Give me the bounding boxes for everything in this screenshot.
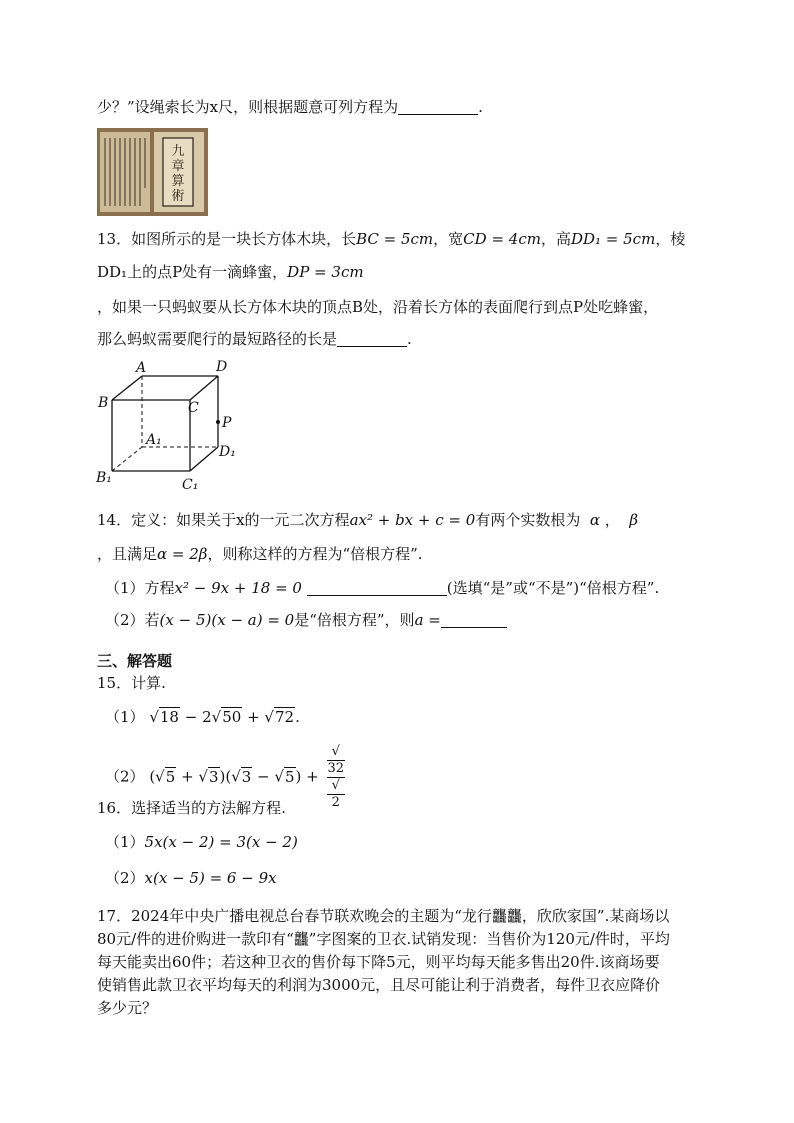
cube-label: D [216, 359, 228, 375]
fraction: √ 32 √ 2 [327, 744, 345, 810]
q13-line3: ，如果一只蚂蚁要从长方体木块的顶点B处，沿着长方体的表面爬行到点P处吃蜂蜜， [97, 298, 659, 316]
answer-blank[interactable] [398, 98, 478, 115]
cube-label: D₁ [219, 444, 236, 460]
answer-blank[interactable] [337, 330, 407, 347]
svg-text:章: 章 [171, 159, 185, 174]
svg-text:九: 九 [171, 144, 185, 159]
q15-title: 15．计算. [97, 674, 166, 692]
q13-line4: 那么蚂蚁需要爬行的最短路径的长是 . [97, 330, 412, 348]
cube-label: P [222, 415, 232, 431]
answer-blank[interactable] [441, 611, 507, 628]
q14-line1: 14．定义：如果关于x的一元二次方程ax² + bx + c = 0有两个实数根为 α ， β [97, 511, 639, 529]
q17-line2: 80元/件的进价购进一款印有“龘”字图案的卫衣.试销发现：当售价为120元/件时，平均 [97, 930, 670, 948]
q16-part2: （2）x(x − 5) = 6 − 9x [105, 869, 277, 887]
cube-label: B [98, 395, 109, 411]
q15-part2: （2） (√5 + √3)(√3 − √5) + √ 32 √ 2 [105, 744, 345, 810]
cube-label: B₁ [96, 470, 112, 486]
q12-tail-line: 少？”设绳索长为x尺，则根据题意可列方程为 . [97, 98, 483, 116]
svg-text:術: 術 [171, 189, 185, 204]
q14-part2: （2）若(x − 5)(x − a) = 0是“倍根方程”，则a = [105, 610, 507, 630]
cuboid-diagram [94, 358, 244, 498]
cube-label: C₁ [182, 477, 199, 493]
answer-blank[interactable] [307, 579, 447, 596]
q14-part1: （1）方程x² − 9x + 18 = 0 (选填“是”或“不是”)“倍根方程”. [105, 579, 660, 597]
q13-line1: 13．如图所示的是一块长方体木块，长BC = 5cm，宽CD = 4cm，高DD₁ = 5cm，棱 [97, 230, 686, 248]
q16-title: 16．选择适当的方法解方程. [97, 799, 286, 817]
q17-line5: 多少元？ [97, 999, 158, 1017]
q13-line2: DD₁上的点P处有一滴蜂蜜，DP = 3cm [97, 263, 364, 281]
q17-line1: 17．2024年中央广播电视总台春节联欢晚会的主题为“龙行龘龘，欣欣家国”.某商场以 [97, 907, 670, 925]
cube-label: C [188, 400, 199, 416]
q15-part1: （1） √18 − 2√50 + √72. [105, 708, 300, 726]
q17-line3: 每天能卖出60件；若这种卫衣的售价每下降5元，则平均每天能多售出20件.该商场要 [97, 953, 660, 971]
q17-line4: 使销售此款卫衣平均每天的利润为3000元，且尽可能让利于消费者，每件卫衣应降价 [97, 976, 661, 994]
section-title: 三、解答题 [97, 652, 173, 670]
cube-label: A [136, 360, 147, 376]
book-title-label [171, 143, 184, 204]
q14-line2: ，且满足α = 2β，则称这样的方程为“倍根方程”. [97, 545, 423, 563]
book-photo [97, 128, 208, 216]
q16-part1: （1）5x(x − 2) = 3(x − 2) [105, 833, 298, 851]
svg-text:算: 算 [171, 174, 185, 189]
cube-label: A₁ [146, 432, 162, 448]
